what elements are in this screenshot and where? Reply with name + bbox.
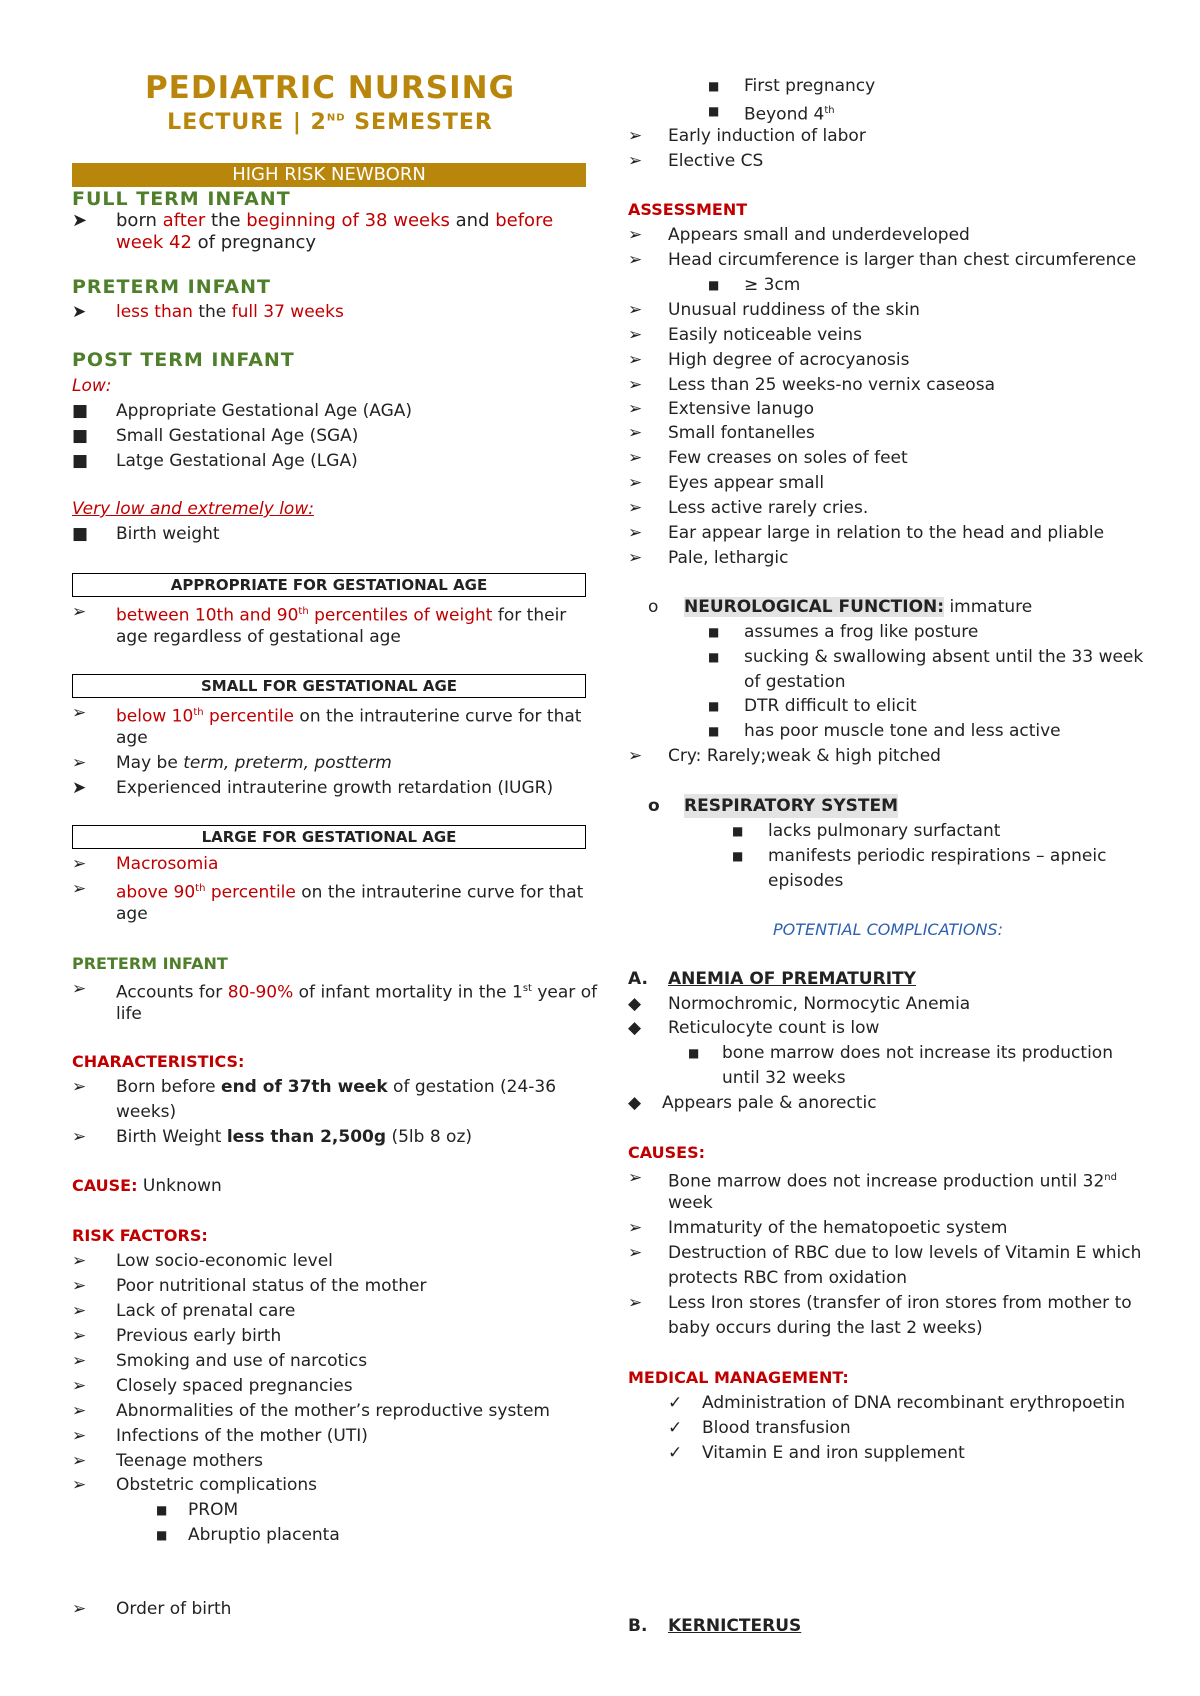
arrow-bullet-icon: ➤ — [72, 302, 87, 322]
arrow-bullet-icon: ➢ — [72, 753, 87, 773]
square-bullet-icon: ■ — [708, 650, 720, 664]
sub-item-cont: until 32 weeks — [722, 1068, 846, 1088]
arrow-bullet-icon: ➢ — [628, 473, 643, 493]
sga-heading: SMALL FOR GESTATIONAL AGE — [72, 674, 586, 698]
arrow-bullet-icon: ➢ — [72, 602, 87, 622]
circle-bullet-icon: o — [648, 597, 659, 617]
arrow-bullet-icon: ➢ — [72, 1426, 87, 1446]
list-item-cont: protects RBC from oxidation — [668, 1268, 908, 1288]
post-term-heading: POST TERM INFANT — [72, 349, 295, 371]
square-bullet-icon: ■ — [72, 524, 89, 544]
arrow-bullet-icon: ➢ — [628, 350, 643, 370]
char-line-2: weeks) — [116, 1102, 177, 1122]
square-bullet-icon: ■ — [708, 699, 720, 713]
arrow-bullet-icon: ➢ — [72, 703, 87, 723]
anemia-heading: A. ANEMIA OF PREMATURITY — [628, 969, 916, 989]
check-bullet-icon: ✓ — [668, 1443, 683, 1463]
arrow-bullet-icon: ➢ — [628, 548, 643, 568]
arrow-bullet-icon: ➢ — [628, 325, 643, 345]
arrow-bullet-icon: ➢ — [72, 1475, 87, 1495]
arrow-bullet-icon: ➢ — [628, 423, 643, 443]
sub-item-cont: of gestation — [744, 672, 846, 692]
very-low-label: Very low and extremely low: — [72, 499, 314, 519]
arrow-bullet-icon: ➢ — [72, 1326, 87, 1346]
arrow-bullet-icon: ➢ — [72, 1251, 87, 1271]
list-item-cont: week — [668, 1193, 713, 1213]
list-item-cont: baby occurs during the last 2 weeks) — [668, 1318, 983, 1338]
arrow-bullet-icon: ➢ — [72, 1401, 87, 1421]
arrow-bullet-icon: ➢ — [72, 1599, 87, 1619]
arrow-bullet-icon: ➤ — [72, 210, 88, 231]
diamond-bullet-icon: ◆ — [628, 1093, 642, 1113]
square-bullet-icon: ■ — [708, 724, 720, 738]
kernicterus-heading: B. KERNICTERUS — [628, 1616, 802, 1636]
square-bullet-icon: ■ — [156, 1528, 168, 1542]
square-bullet-icon: ■ — [708, 79, 720, 93]
page-subtitle — [72, 110, 588, 135]
arrow-bullet-icon: ➢ — [628, 151, 643, 171]
risk-factors-heading: RISK FACTORS: — [72, 1226, 208, 1245]
preterm2-line-2: life — [116, 1004, 142, 1024]
arrow-bullet-icon: ➢ — [72, 879, 87, 899]
square-bullet-icon: ■ — [708, 625, 720, 639]
square-bullet-icon: ■ — [732, 824, 744, 838]
diamond-bullet-icon: ◆ — [628, 1018, 642, 1038]
arrow-bullet-icon: ➢ — [628, 250, 643, 270]
square-bullet-icon: ■ — [708, 278, 720, 292]
diamond-bullet-icon: ◆ — [628, 994, 642, 1014]
subtitle-sup: ND — [326, 112, 346, 124]
subtitle-post: SEMESTER — [345, 110, 493, 135]
arrow-bullet-icon: ➢ — [72, 1077, 87, 1097]
square-bullet-icon: ■ — [708, 104, 720, 118]
cause-line: CAUSE: Unknown — [72, 1176, 222, 1196]
sga-line-2: age — [116, 728, 148, 748]
arrow-bullet-icon: ➢ — [628, 523, 643, 543]
arrow-bullet-icon: ➤ — [72, 778, 87, 798]
assessment-heading: ASSESSMENT — [628, 200, 748, 219]
arrow-bullet-icon: ➢ — [628, 448, 643, 468]
causes-heading: CAUSES: — [628, 1143, 705, 1162]
arrow-bullet-icon: ➢ — [628, 300, 643, 320]
square-bullet-icon: ■ — [688, 1046, 700, 1060]
arrow-bullet-icon: ➢ — [72, 1276, 87, 1296]
square-bullet-icon: ■ — [72, 401, 89, 421]
arrow-bullet-icon: ➢ — [628, 225, 643, 245]
sub-item-cont: episodes — [768, 871, 844, 891]
arrow-bullet-icon: ➢ — [72, 854, 87, 874]
square-bullet-icon: ■ — [732, 849, 744, 863]
arrow-bullet-icon: ➢ — [628, 126, 643, 146]
medical-heading: MEDICAL MANAGEMENT: — [628, 1368, 849, 1387]
arrow-bullet-icon: ➢ — [72, 1301, 87, 1321]
arrow-bullet-icon: ➢ — [72, 1376, 87, 1396]
arrow-bullet-icon: ➢ — [72, 1127, 87, 1147]
circle-bullet-icon: o — [648, 796, 660, 816]
arrow-bullet-icon: ➢ — [628, 1218, 643, 1238]
arrow-bullet-icon: ➢ — [628, 498, 643, 518]
square-bullet-icon: ■ — [156, 1503, 168, 1517]
preterm-heading: PRETERM INFANT — [72, 276, 271, 298]
preterm2-heading: PRETERM INFANT — [72, 954, 228, 973]
arrow-bullet-icon: ➢ — [628, 1293, 643, 1313]
complications-heading: POTENTIAL COMPLICATIONS: — [773, 920, 1003, 939]
low-label: Low: — [72, 376, 112, 396]
arrow-bullet-icon: ➢ — [72, 979, 87, 999]
arrow-bullet-icon: ➢ — [628, 375, 643, 395]
square-bullet-icon: ■ — [72, 451, 89, 471]
full-term-heading: FULL TERM INFANT — [72, 188, 291, 210]
arrow-bullet-icon: ➢ — [628, 399, 643, 419]
subtitle-pre: LECTURE | 2 — [167, 110, 327, 135]
aga-line-2: age regardless of gestational age — [116, 627, 401, 647]
arrow-bullet-icon: ➢ — [628, 1168, 643, 1188]
check-bullet-icon: ✓ — [668, 1393, 683, 1413]
full-term-line-2: week 42 of pregnancy — [116, 232, 317, 253]
arrow-bullet-icon: ➢ — [628, 1243, 643, 1263]
section-banner: HIGH RISK NEWBORN — [72, 163, 586, 187]
lga-line-3: age — [116, 904, 148, 924]
page-title: PEDIATRIC NURSING — [144, 70, 516, 106]
lga-heading: LARGE FOR GESTATIONAL AGE — [72, 825, 586, 849]
aga-heading: APPROPRIATE FOR GESTATIONAL AGE — [72, 573, 586, 597]
arrow-bullet-icon: ➢ — [72, 1451, 87, 1471]
arrow-bullet-icon: ➢ — [628, 746, 643, 766]
characteristics-heading: CHARACTERISTICS: — [72, 1052, 245, 1071]
check-bullet-icon: ✓ — [668, 1418, 683, 1438]
arrow-bullet-icon: ➢ — [72, 1351, 87, 1371]
square-bullet-icon: ■ — [72, 426, 89, 446]
